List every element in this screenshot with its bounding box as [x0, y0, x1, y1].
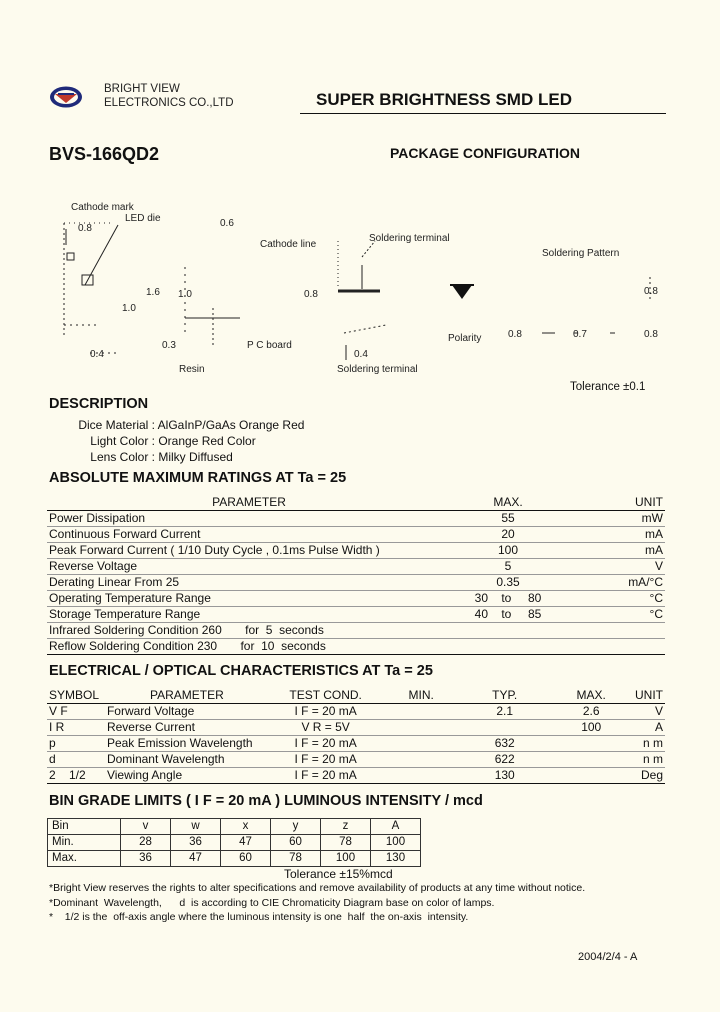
dim-0-8-top: 0.8	[78, 223, 92, 234]
col-parameter: PARAMETER	[105, 688, 269, 704]
description-list	[49, 417, 304, 465]
table-row: Max. 36 47 60 78 100 130	[48, 851, 421, 867]
col-max: MAX.	[451, 495, 565, 511]
table-row: Operating Temperature Range 30 to 80 °C	[49, 591, 663, 605]
led-die-label: LED die	[125, 213, 161, 224]
cathode-line-label: Cathode line	[260, 239, 317, 250]
pattern-dim-0-8-vertical: 0.8	[644, 286, 658, 297]
table-row: V F Forward Voltage I F = 20 mA 2.1 2.6 V	[49, 704, 663, 718]
package-config-title: PACKAGE CONFIGURATION	[390, 145, 581, 161]
note-dominant-wavelength: *Dominant Wavelength, d is according to CIE Chromaticity Diagram base on color of lamps.	[49, 896, 495, 909]
polarity-label: Polarity	[448, 333, 482, 344]
table-row: p Peak Emission Wavelength I F = 20 mA 632 n m	[49, 736, 663, 750]
col-min: MIN.	[382, 688, 460, 704]
pc-board-label: P C board	[247, 340, 292, 351]
dim-1-0-left: 1.0	[122, 303, 136, 314]
table-row: 2 1/2 Viewing Angle I F = 20 mA 130 Deg	[49, 768, 663, 782]
col-unit: UNIT	[635, 688, 663, 702]
dimension-tolerance: Tolerance ±0.1	[570, 381, 646, 393]
pattern-dim-0-8-right: 0.8	[644, 329, 658, 340]
table-row: Peak Forward Current ( 1/10 Duty Cycle , 0.1ms Pulse Width ) 100 mA	[49, 543, 663, 557]
table-row: Reflow Soldering Condition 230 for 10 seconds	[47, 639, 665, 655]
pattern-dim-0-7: 0.7	[573, 329, 587, 340]
part-number: BVS-166QD2	[49, 144, 160, 164]
dim-0-4-left: 0.4	[90, 349, 104, 360]
title-rule	[300, 113, 666, 114]
table-row: Continuous Forward Current 20 mA	[49, 527, 663, 541]
table-row: Bin v w x y z A	[48, 819, 421, 835]
company-name-line2: ELECTRONICS CO.,LTD	[104, 97, 234, 109]
soldering-terminal-top-label: Soldering terminal	[369, 233, 450, 244]
resin-label: Resin	[179, 364, 205, 375]
dim-0-3: 0.3	[162, 340, 176, 351]
electrical-table	[47, 688, 665, 784]
description-title: DESCRIPTION	[49, 396, 149, 412]
note-rights: *Bright View reserves the rights to alter specifications and remove availability of products at any time without notice.	[49, 882, 586, 894]
description-row: Lens Color : Milky Diffused	[90, 450, 233, 464]
soldering-terminal-bottom-label: Soldering terminal	[337, 364, 418, 375]
table-row: Derating Linear From 25 0.35 mA/°C	[49, 575, 663, 589]
electrical-title: ELECTRICAL / OPTICAL CHARACTERISTICS AT Ta = 25	[49, 663, 433, 679]
cathode-mark-label: Cathode mark	[71, 202, 134, 213]
col-typ: TYP.	[460, 688, 549, 704]
table-row: Storage Temperature Range 40 to 85 °C	[49, 607, 663, 621]
dim-0-4-right: 0.4	[354, 349, 368, 360]
col-symbol: SYMBOL	[47, 688, 105, 704]
document-date: 2004/2/4 - A	[578, 951, 638, 963]
package-diagram	[40, 195, 680, 380]
col-parameter: PARAMETER	[47, 495, 451, 511]
company-name	[104, 82, 234, 110]
document-title: SUPER BRIGHTNESS SMD LED	[316, 90, 572, 109]
table-row: d Dominant Wavelength I F = 20 mA 622 n m	[49, 752, 663, 766]
dim-1-0-side: 1.0	[178, 289, 192, 300]
col-unit: UNIT	[565, 495, 665, 511]
table-row: I R Reverse Current V R = 5V 100 A	[49, 720, 663, 734]
dim-1-6: 1.6	[146, 287, 160, 298]
dim-0-6: 0.6	[220, 218, 234, 229]
bin-title: BIN GRADE LIMITS ( I F = 20 mA ) LUMINOUS INTENSITY / mcd	[49, 793, 483, 809]
table-row: Power Dissipation 55 mW	[49, 511, 663, 525]
polarity-diode-icon	[450, 285, 474, 299]
dim-0-8-side: 0.8	[304, 289, 318, 300]
table-row: Infrared Soldering Condition 260 for 5 seconds	[47, 623, 665, 639]
col-max: MAX.	[549, 688, 633, 704]
pattern-dim-0-8-left: 0.8	[508, 329, 522, 340]
description-row: Dice Material : AlGaInP/GaAs Orange Red	[78, 418, 305, 432]
soldering-pattern-label: Soldering Pattern	[542, 248, 620, 259]
table-row: Reverse Voltage 5 V	[49, 559, 663, 573]
col-test-cond: TEST COND.	[269, 688, 383, 704]
company-name-line1: BRIGHT VIEW	[104, 83, 180, 95]
table-row: Min. 28 36 47 60 78 100	[48, 835, 421, 851]
table-header-row	[47, 688, 665, 704]
bin-table	[47, 818, 421, 867]
abs-max-title: ABSOLUTE MAXIMUM RATINGS AT Ta = 25	[49, 470, 347, 486]
table-header-row	[47, 495, 665, 511]
notes	[49, 881, 585, 925]
company-logo-icon	[49, 85, 83, 109]
abs-max-table	[47, 495, 665, 655]
note-viewing-angle: * 1/2 is the off-axis angle where the luminous intensity is one half the on-axis intensity.	[49, 911, 469, 923]
description-row: Light Color : Orange Red Color	[90, 434, 256, 448]
bin-tolerance: Tolerance ±15%mcd	[284, 867, 393, 881]
